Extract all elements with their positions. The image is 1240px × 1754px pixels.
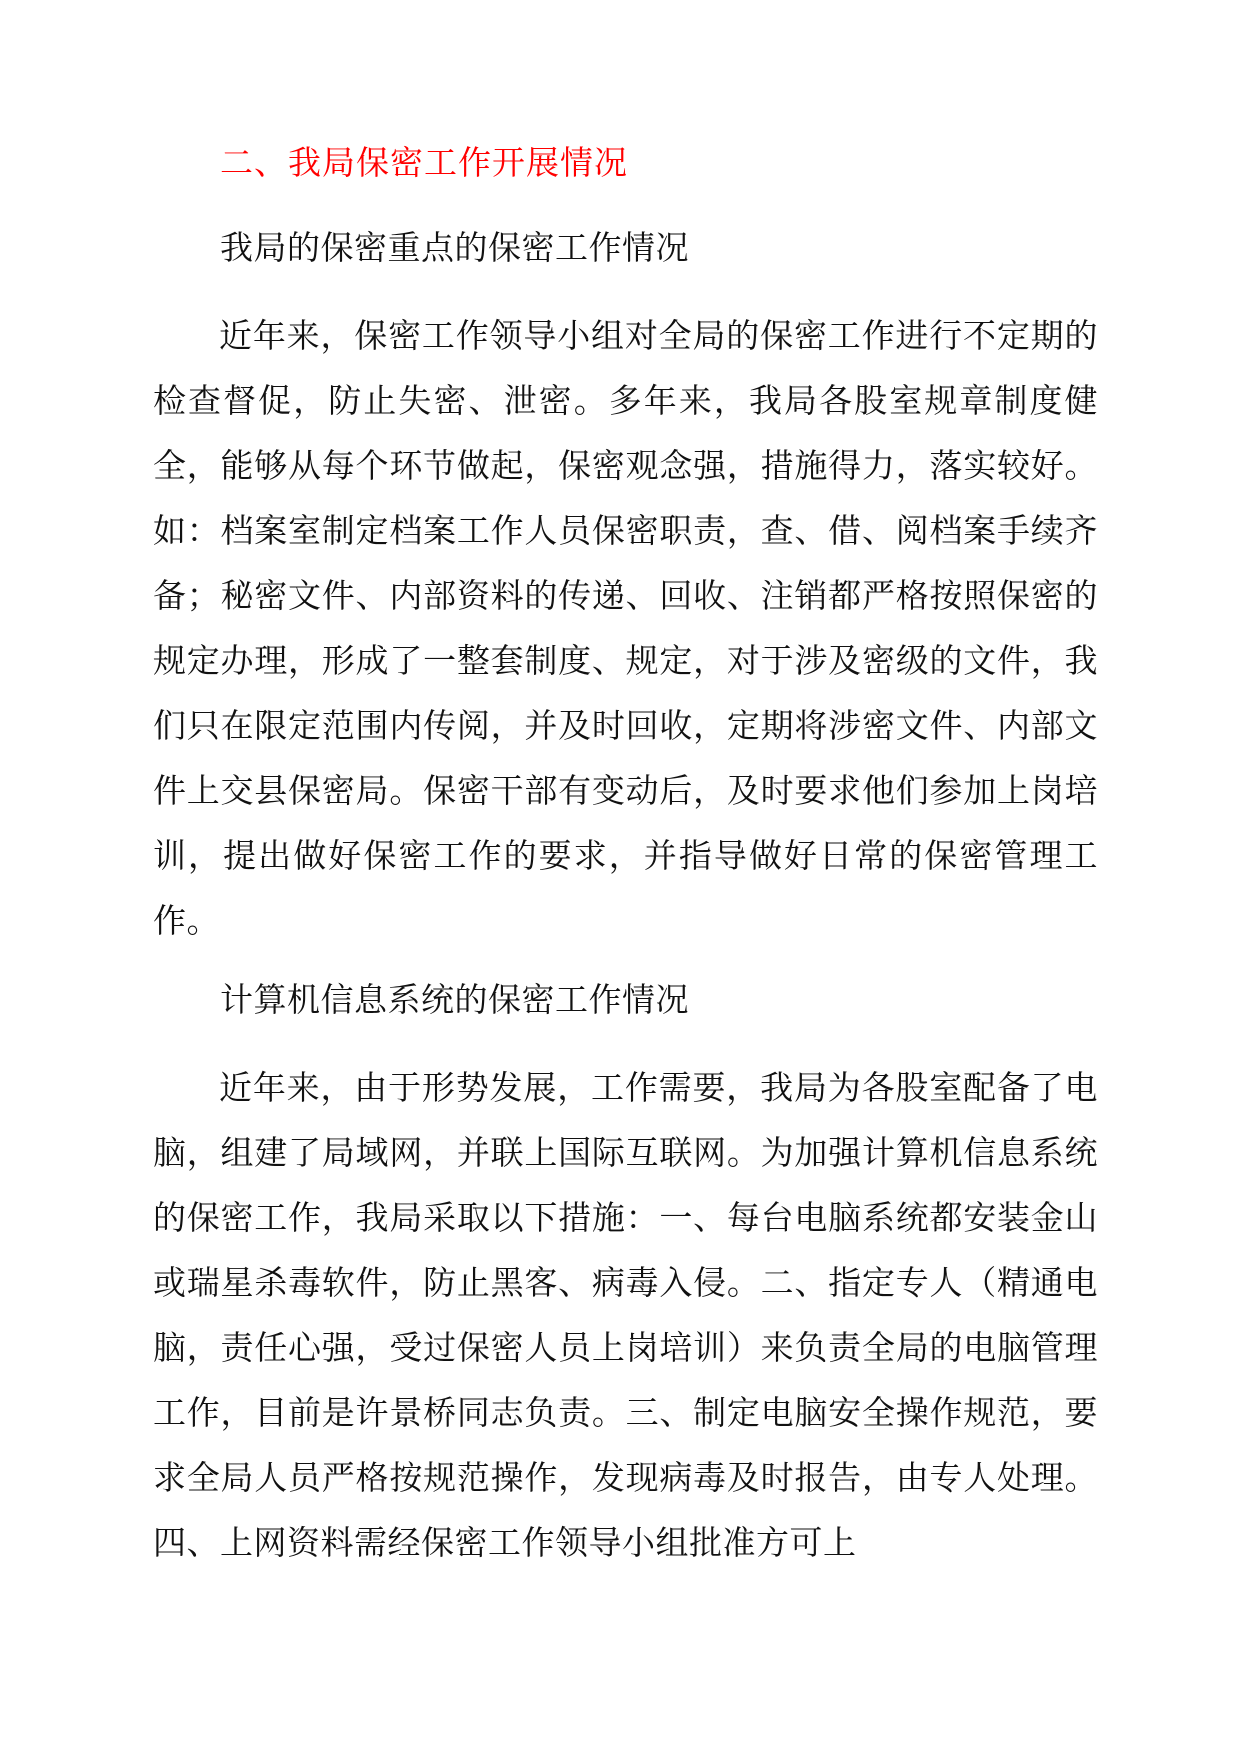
subsection-title-secrets: 我局的保密重点的保密工作情况 <box>220 228 689 267</box>
paragraph-computer-work: 近年来，由于形势发展，工作需要，我局为各股室配备了电脑，组建了局域网，并联上国际互联网。为加强计算机信息系统的保密工作，我局采取以下措施：一、每台电脑系统都安装金山或瑞星杀毒软件，防止黑客、病毒入侵。二、指定专人（精通电脑，责任心强，受过保密人员上岗培训）来负责全局的电脑管理工作，目前是许景桥同志负责。三、制定电脑安全操作规范，要求全局人员严格按规范操作，发现病毒及时报告，由专人处理。四、上网资料需经保密工作领导小组批准方可上 <box>153 1068 1098 1562</box>
paragraph-secrets-work: 近年来，保密工作领导小组对全局的保密工作进行不定期的检查督促，防止失密、泄密。多年来，我局各股室规章制度健全，能够从每个环节做起，保密观念强，措施得力，落实较好。如：档案室制定档案工作人员保密职责，查、借、阅档案手续齐备；秘密文件、内部资料的传递、回收、注销都严格按照保密的规定办理，形成了一整套制度、规定，对于涉及密级的文件，我们只在限定范围内传阅，并及时回收，定期将涉密文件、内部文件上交县保密局。保密干部有变动后，及时要求他们参加上岗培训，提出做好保密工作的要求，并指导做好日常的保密管理工作。 <box>153 316 1098 940</box>
section-heading: 二、我局保密工作开展情况 <box>220 143 628 182</box>
subsection-title-computer: 计算机信息系统的保密工作情况 <box>220 980 689 1019</box>
